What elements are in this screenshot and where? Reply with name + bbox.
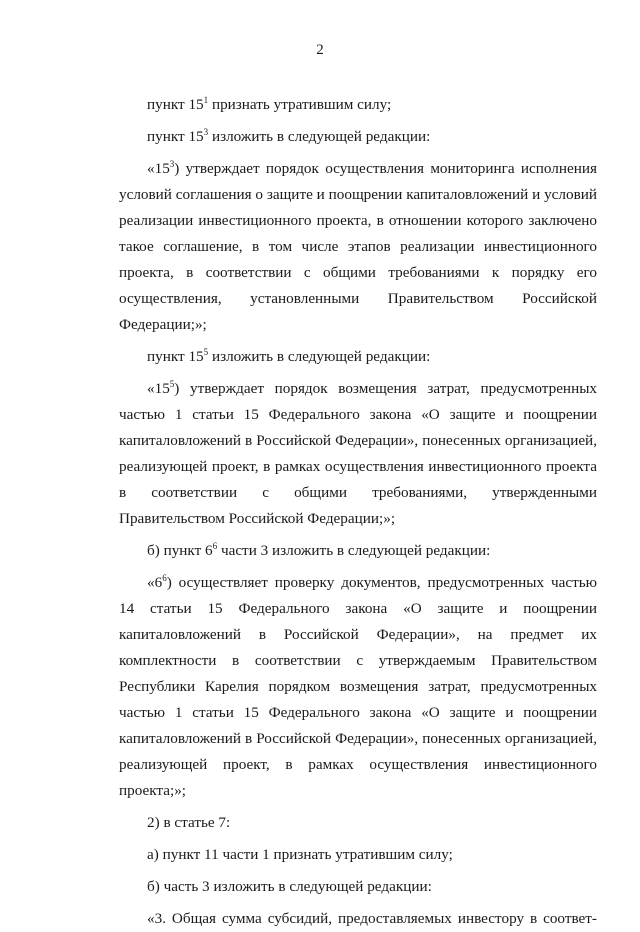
page-number: 2 <box>316 42 324 58</box>
document-body <box>119 92 597 932</box>
paragraph-11: «3. Общая сумма субсидий, предоставляемых инвестору в соответ- <box>147 910 597 927</box>
paragraph-4: пункт $15^5$ изложить в следующей редакции: <box>147 347 431 365</box>
paragraph-9: а) пункт 11 части 1 признать утратившим силу; <box>147 846 453 863</box>
paragraph-2: пункт $15^3$ изложить в следующей редакции: <box>147 127 431 145</box>
paragraph-6: б) пункт $6^6$ части 3 изложить в следующей редакции: <box>147 541 491 559</box>
paragraph-7: «$6^6$) осуществляет проверку документов, предусмотренных частью 14 статьи 15 Федерального закона «О защите и поощрении капиталовложений в Российской Федерации», на предмет их комплектности в соответствии с утверждаемым Правительством Республики Карелия порядком возмещения затрат, предусмотренных частью 1 статьи 15 Федерального закона «О защите и поощрении капиталовложений в Российской Федерации», понесенных организацией, реализующей проект, в рамках осуществления инвестиционного проекта;»; <box>119 573 597 799</box>
paragraph-1: пункт $15^1$ признать утратившим силу; <box>147 95 392 113</box>
paragraph-10: б) часть 3 изложить в следующей редакции: <box>147 878 432 895</box>
paragraph-8: 2) в статье 7: <box>147 814 231 831</box>
paragraph-3: «$15^3$) утверждает порядок осуществления мониторинга исполнения условий соглашения о защите и поощрении капиталовложений и условий реализации инвестиционного проекта, в отношении которого заключено такое соглашение, в том числе этапов реализации инвестиционного проекта, в соответствии с общими требованиями к порядку его осуществления, установленными Правительством Российской Федерации;»; <box>119 159 597 333</box>
paragraph-5: «$15^5$) утверждает порядок возмещения затрат, предусмотренных частью 1 статьи 15 Федерального закона «О защите и поощрении капиталовложений в Российской Федерации», понесенных организацией, реализующей проект, в рамках осуществления инвестиционного проекта в соответствии с общими требованиями, утвержденными Правительством Российской Федерации;»; <box>119 379 597 527</box>
